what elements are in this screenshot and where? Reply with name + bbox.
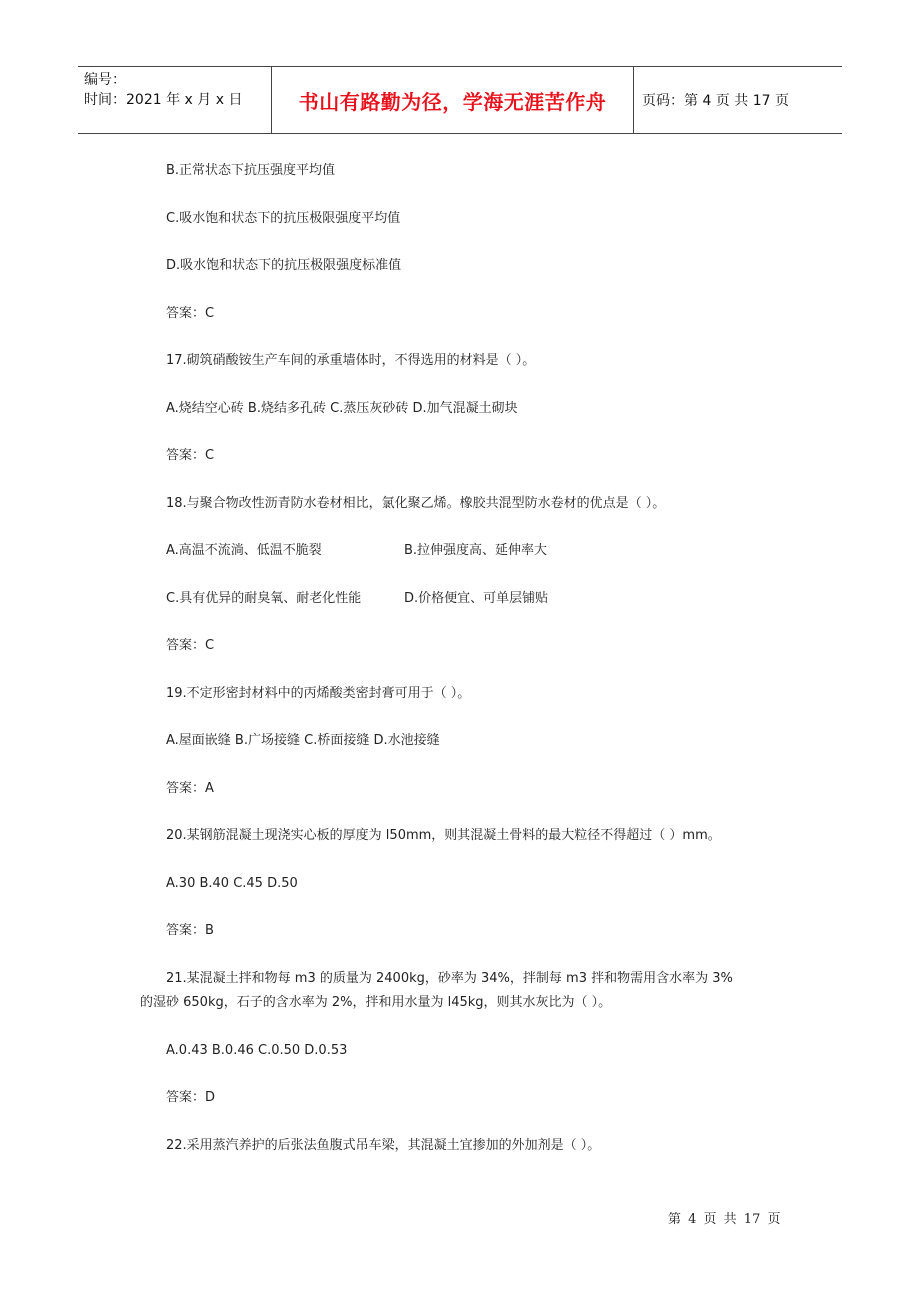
option-18-c: C.具有优异的耐臭氧、耐老化性能 bbox=[166, 591, 362, 606]
page-footer: 第 4 页 共 17 页 bbox=[668, 1212, 781, 1227]
question-20: 20.某钢筋混凝土现浇实心板的厚度为 l50mm，则其混凝土骨料的最大粒径不得超过（ ）mm。 bbox=[166, 828, 721, 843]
answer-21: 答案：D bbox=[166, 1090, 216, 1105]
header-page-info: 页码：第 4 页 共 17 页 bbox=[642, 93, 789, 109]
header-motto: 书山有路勤为径，学海无涯苦作舟 bbox=[272, 67, 634, 133]
answer-line: 答案：C bbox=[166, 306, 215, 321]
options-20: A.30 B.40 C.45 D.50 bbox=[166, 876, 298, 891]
option-line: D.吸水饱和状态下的抗压极限强度标准值 bbox=[166, 258, 402, 273]
question-21-cont: 的湿砂 650kg，石子的含水率为 2%，拌和用水量为 l45kg，则其水灰比为（ ）。 bbox=[140, 995, 612, 1010]
header-meta bbox=[78, 67, 272, 133]
question-18: 18.与聚合物改性沥青防水卷材相比，氯化聚乙烯。橡胶共混型防水卷材的优点是（ ）。 bbox=[166, 496, 666, 511]
option-18-b: B.拉伸强度高、延伸率大 bbox=[404, 543, 548, 558]
option-line: C.吸水饱和状态下的抗压极限强度平均值 bbox=[166, 211, 401, 226]
option-18-d: D.价格便宜、可单层铺贴 bbox=[404, 591, 549, 606]
answer-17: 答案：C bbox=[166, 448, 215, 463]
answer-18: 答案：C bbox=[166, 638, 215, 653]
answer-19: 答案：A bbox=[166, 781, 214, 796]
page-header bbox=[78, 66, 842, 134]
options-18-row2 bbox=[166, 590, 549, 608]
question-17: 17.砌筑硝酸铵生产车间的承重墙体时，不得选用的材料是（ ）。 bbox=[166, 353, 536, 368]
question-22: 22.采用蒸汽养护的后张法鱼腹式吊车梁，其混凝土宜掺加的外加剂是（ ）。 bbox=[166, 1138, 601, 1153]
options-18-row1 bbox=[166, 542, 548, 560]
time-label: 时间：2021 年 x 月 x 日 bbox=[84, 92, 243, 108]
option-18-a: A.高温不流淌、低温不脆裂 bbox=[166, 543, 322, 558]
option-line: B.正常状态下抗压强度平均值 bbox=[166, 163, 336, 178]
answer-20: 答案：B bbox=[166, 923, 214, 938]
options-19: A.屋面嵌缝 B.广场接缝 C.桥面接缝 D.水池接缝 bbox=[166, 733, 440, 748]
serial-label: 编号： bbox=[84, 72, 126, 88]
question-19: 19.不定形密封材料中的丙烯酸类密封膏可用于（ ）。 bbox=[166, 686, 471, 701]
options-17: A.烧结空心砖 B.烧结多孔砖 C.蒸压灰砂砖 D.加气混凝土砌块 bbox=[166, 401, 518, 416]
options-21: A.0.43 B.0.46 C.0.50 D.0.53 bbox=[166, 1043, 348, 1058]
question-21: 21.某混凝土拌和物每 m3 的质量为 2400kg，砂率为 34%，拌制每 m3 拌和物需用含水率为 3% bbox=[166, 971, 733, 986]
